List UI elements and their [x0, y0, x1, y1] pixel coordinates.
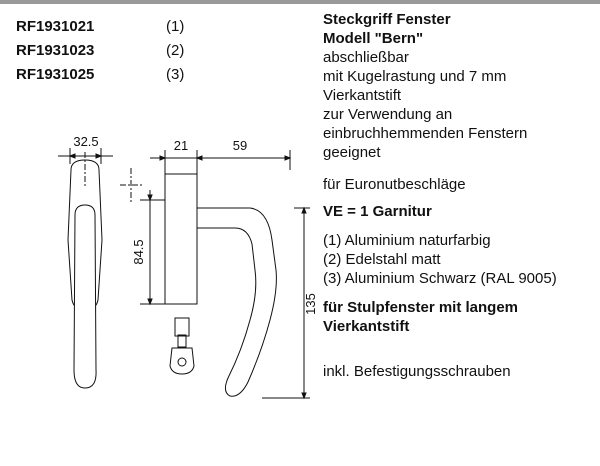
fittings-note: für Euronutbeschläge	[323, 176, 466, 193]
dim-spindle-offset: 84.5	[131, 239, 146, 265]
key-icon	[170, 318, 194, 374]
product-title-line1: Steckgriff Fenster	[323, 11, 451, 28]
finish-option: (2) Edelstahl matt	[323, 251, 441, 268]
dim-width-left: 32.5	[73, 134, 99, 149]
code-row	[16, 62, 184, 86]
included-screws: inkl. Befestigungsschrauben	[323, 363, 511, 380]
code-row	[16, 14, 184, 38]
finish-option: (3) Aluminium Schwarz (RAL 9005)	[323, 270, 557, 287]
variant-number: (2)	[166, 41, 185, 59]
code-row	[16, 38, 184, 62]
side-lever	[197, 208, 276, 396]
product-title-line2: Modell "Bern"	[323, 30, 424, 47]
product-info	[323, 10, 595, 381]
article-code: RF1931021	[16, 17, 95, 35]
product-description: abschließbar mit Kugelrastung und 7 mm Vierkantstift zur Verwendung an einbruchhemmenden Fenstern geeignet	[323, 49, 528, 161]
front-lever	[74, 205, 96, 388]
finish-option: (1) Aluminium naturfarbig	[323, 232, 491, 249]
packaging-unit: VE = 1 Garnitur	[323, 203, 432, 220]
dim-depth-lever: 59	[232, 138, 248, 153]
dim-total-length: 135	[303, 293, 318, 315]
article-code: RF1931025	[16, 65, 95, 83]
dim-depth-rose: 21	[173, 138, 189, 153]
variant-number: (1)	[166, 17, 185, 35]
variant-number: (3)	[166, 65, 185, 83]
side-rose	[165, 174, 197, 304]
technical-drawing	[0, 130, 330, 450]
french-window-note: für Stulpfenster mit langem Vierkantstift	[323, 299, 519, 335]
article-codes	[16, 14, 184, 86]
top-divider	[0, 0, 600, 4]
article-code: RF1931023	[16, 41, 95, 59]
